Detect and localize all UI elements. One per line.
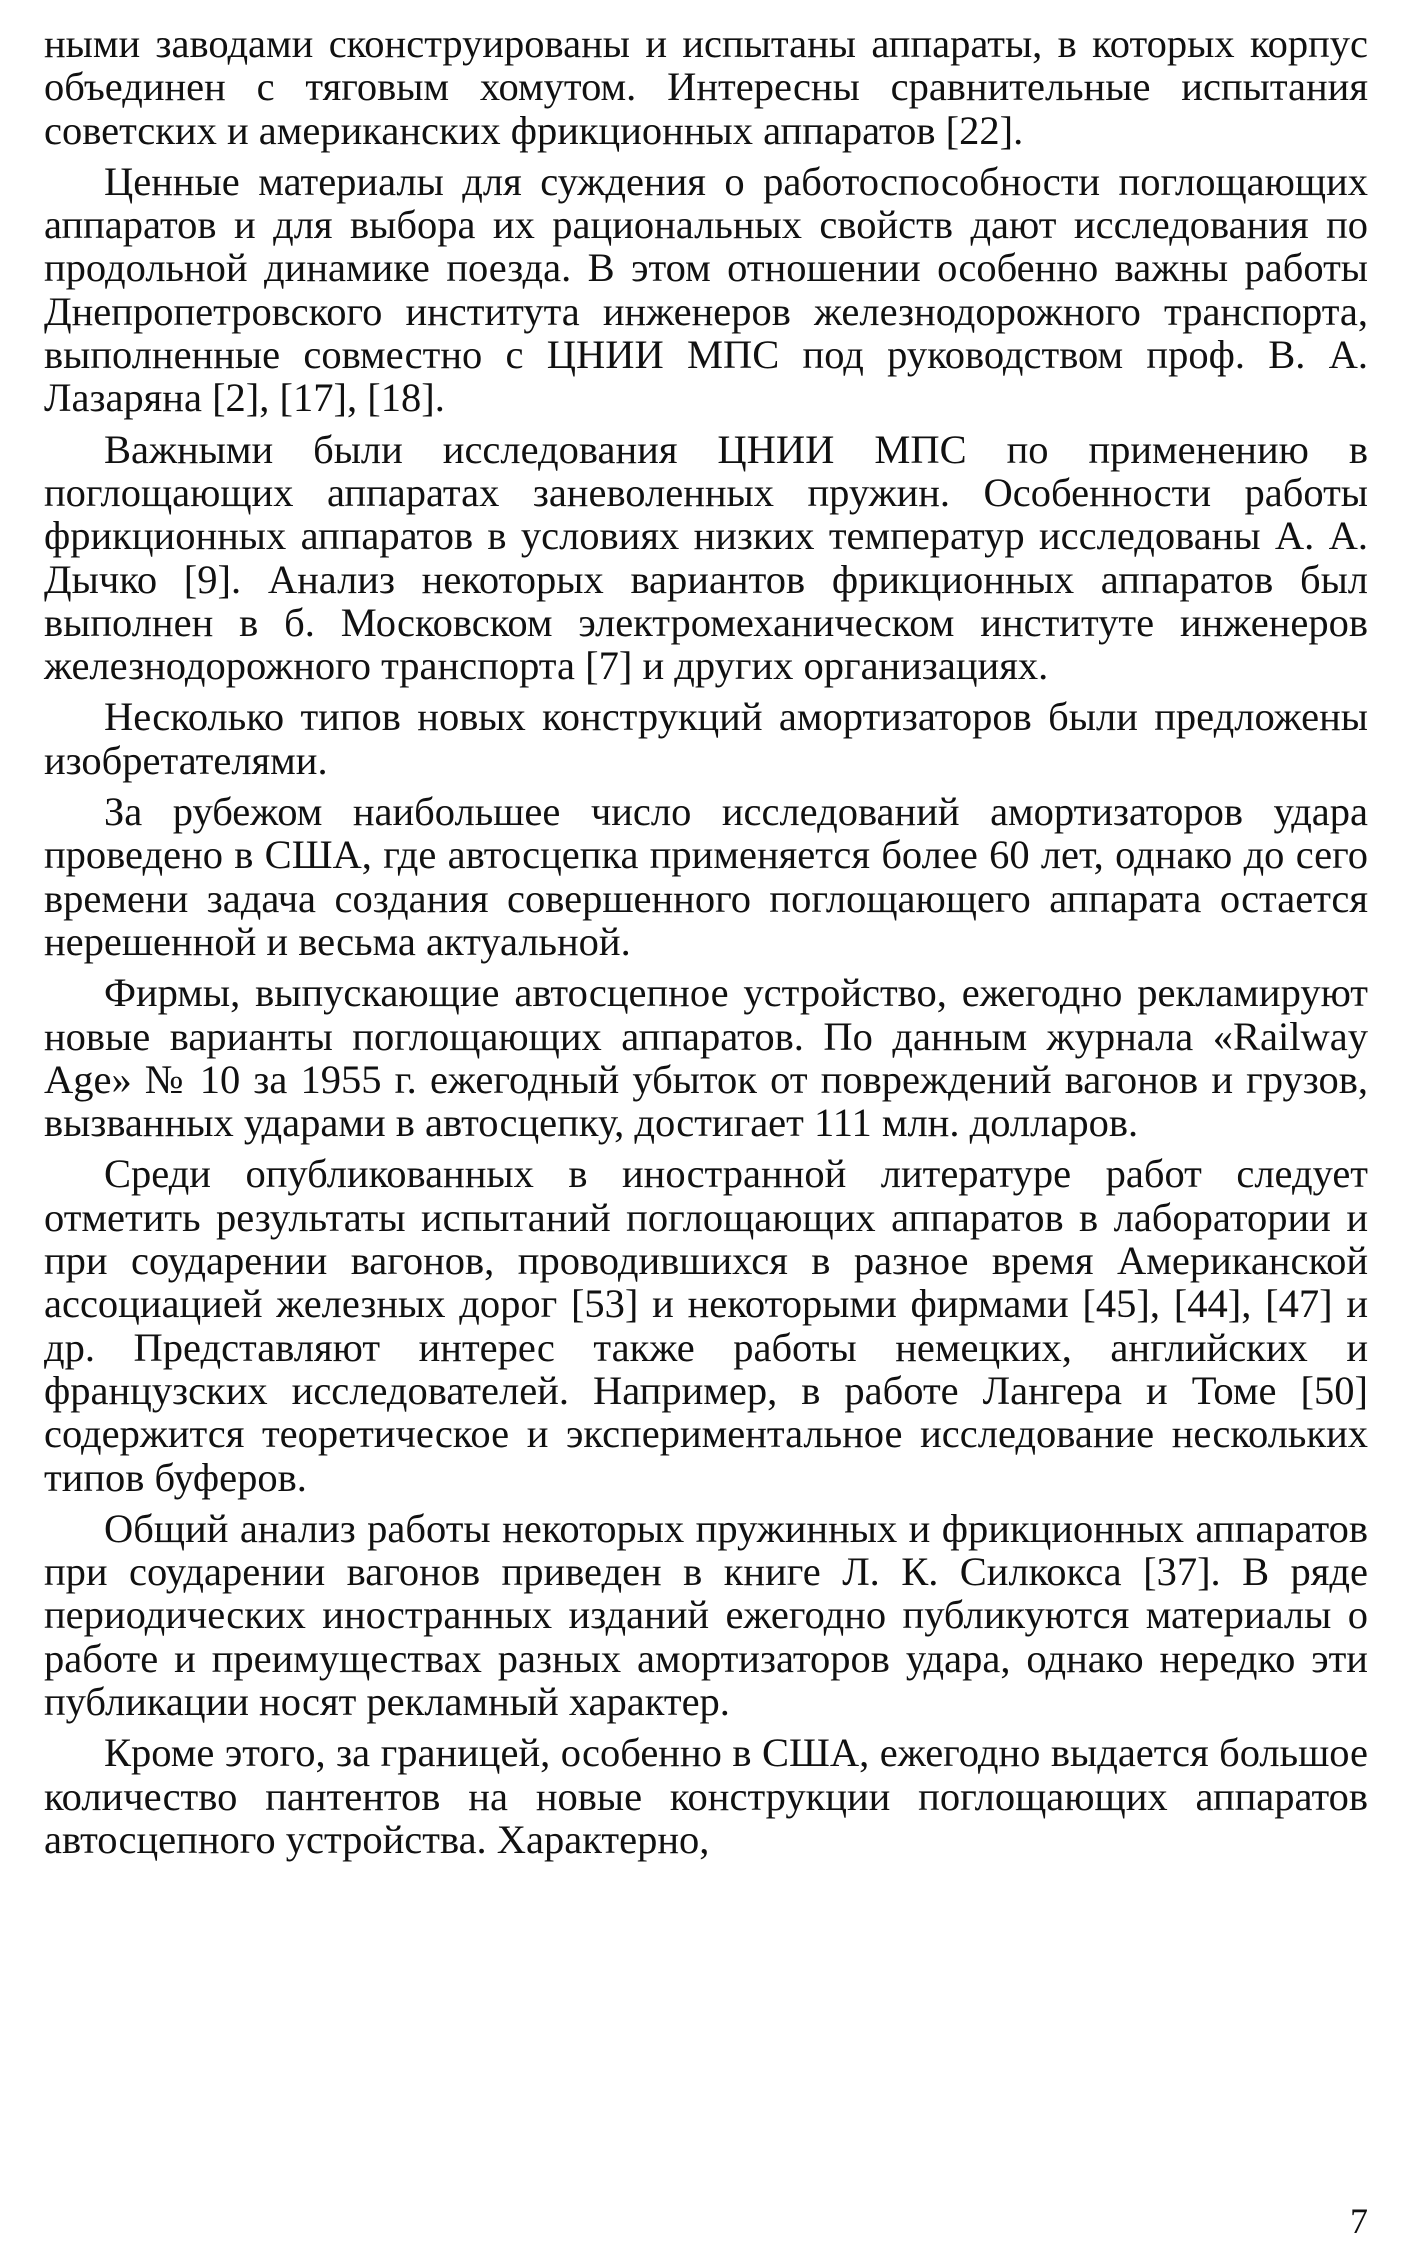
paragraph: Общий анализ работы некоторых пружинных и фрикционных аппаратов при соударении вагонов приведен в книге Л. К. Силкокса [37]. В ряде периодических иностранных изданий ежегодно публикуются материалы о работе и преимуществах разных амортизаторов удара, однако нередко эти публикации носят рекламный характер. xyxy=(44,1505,1368,1724)
paragraph: Важными были исследования ЦНИИ МПС по применению в поглощающих аппаратах заневоленных пружин. Особенности работы фрикционных аппаратов в условиях низких температур исследованы А. А. Дычко [9]. Анализ некоторых вариантов фрикционных аппаратов был выполнен в б. Московском электромеханическом институте инженеров железнодорожного транспорта [7] и других организациях. xyxy=(44,426,1368,689)
page-body xyxy=(44,22,1368,1869)
paragraph: Ценные материалы для суждения о работоспособности поглощающих аппаратов и для выбора их рациональных свойств дают исследования по продольной динамике поезда. В этом отношении особенно важны работы Днепропетровского института инженеров железнодорожного транспорта, выполненные совместно с ЦНИИ МПС под руководством проф. В. А. Лазаряна [2], [17], [18]. xyxy=(44,158,1368,421)
paragraph: Среди опубликованных в иностранной литературе работ следует отметить результаты испытаний поглощающих аппаратов в лаборатории и при соударении вагонов, проводившихся в разное время Американской ассоциацией железных дорог [53] и некоторыми фирмами [45], [44], [47] и др. Представляют интерес также работы немецких, английских и французских исследователей. Например, в работе Лангера и Томе [50] содержится теоретическое и экспериментальное исследование нескольких типов буферов. xyxy=(44,1151,1368,1500)
paragraph: Фирмы, выпускающие автосцепное устройство, ежегодно рекламируют новые варианты поглощающих аппаратов. По данным журнала «Railway Age» № 10 за 1955 г. ежегодный убыток от повреждений вагонов и грузов, вызванных ударами в автосцепку, достигает 111 млн. долларов. xyxy=(44,970,1368,1146)
paragraph: За рубежом наибольшее число исследований амортизаторов удара проведено в США, где автосцепка применяется более 60 лет, однако до сего времени задача создания совершенного поглощающего аппарата остается нерешенной и весьма актуальной. xyxy=(44,789,1368,964)
paragraph: ными заводами сконструированы и испытаны аппараты, в которых корпус объединен с тяговым хомутом. Интересны сравнительные испытания советских и американских фрикционных аппаратов [22]. xyxy=(44,21,1368,153)
paragraph: Несколько типов новых конструкций амортизаторов были предложены изобретателями. xyxy=(44,694,1368,783)
paragraph: Кроме этого, за границей, особенно в США, ежегодно выдается большое количество пантентов на новые конструкции поглощающих аппаратов автосцепного устройства. Характерно, xyxy=(44,1730,1368,1862)
page-number: 7 xyxy=(1350,2201,1368,2241)
